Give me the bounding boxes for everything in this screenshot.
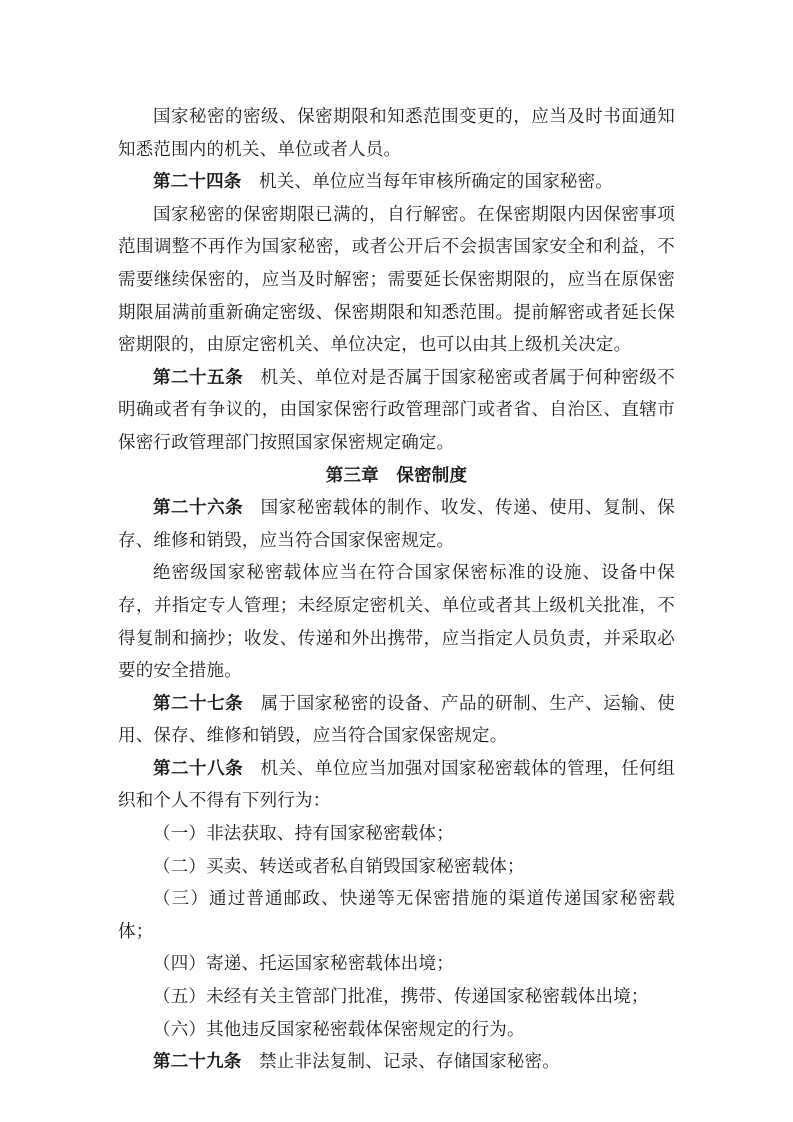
paragraph-text: 属于国家秘密的设备、产品的研制、生产、运输、使用、保存、维修和销毁，应当符合国家保密规定。: [118, 693, 675, 747]
article-number: 第二十九条: [153, 1052, 242, 1073]
list-item-text: （五）未经有关主管部门批准，携带、传递国家秘密载体出境；: [153, 987, 649, 1008]
chapter-number: 第三章: [325, 465, 379, 486]
paragraph-text: 国家秘密的密级、保密期限和知悉范围变更的，应当及时书面通知知悉范围内的机关、单位或者人员。: [118, 107, 675, 160]
paragraph: [118, 199, 675, 362]
list-item: [118, 851, 675, 884]
list-item-text: （六）其他违反国家秘密载体保密规定的行为。: [153, 1019, 525, 1040]
list-item: [118, 981, 675, 1014]
article-paragraph: [118, 1046, 675, 1079]
list-item: [118, 1014, 675, 1047]
article-number: 第二十六条: [153, 498, 244, 519]
paragraph: [118, 557, 675, 687]
article-paragraph: [118, 166, 675, 199]
article-number: 第二十七条: [153, 693, 244, 714]
list-item-text: （三）通过普通邮政、快递等无保密措施的渠道传递国家秘密载体；: [118, 889, 675, 942]
chapter-title: 保密制度: [396, 465, 468, 486]
article-number: 第二十五条: [153, 367, 244, 388]
chapter-heading: [118, 460, 675, 493]
paragraph: [118, 101, 675, 166]
list-item-text: （二）买卖、转送或者私自销毁国家秘密载体；: [153, 856, 525, 877]
article-paragraph: [118, 688, 675, 753]
paragraph-text: 机关、单位对是否属于国家秘密或者属于何种密级不明确或者有争议的，由国家保密行政管理部门或者省、自治区、直辖市保密行政管理部门按照国家保密规定确定。: [118, 367, 675, 453]
paragraph-text: 国家秘密载体的制作、收发、传递、使用、复制、保存、维修和销毁，应当符合国家保密规定。: [118, 498, 675, 551]
article-paragraph: [118, 492, 675, 557]
paragraph-text: 禁止非法复制、记录、存储国家秘密。: [259, 1052, 560, 1073]
list-item-text: （四）寄递、托运国家秘密载体出境；: [153, 954, 454, 975]
paragraph-text: 国家秘密的保密期限已满的，自行解密。在保密期限内因保密事项范围调整不再作为国家秘密，或者公开后不会损害国家安全和利益，不需要继续保密的，应当及时解密；需要延长保密期限的，应当在原保密期限届满前重新确定密级、保密期限和知悉范围。提前解密或者延长保密期限的，由原定密机关、单位决定，也可以由其上级机关决定。: [118, 204, 675, 356]
paragraph-text: 机关、单位应当每年审核所确定的国家秘密。: [259, 172, 613, 193]
article-number: 第二十四条: [153, 172, 242, 193]
article-paragraph: [118, 362, 675, 460]
paragraph-text: 绝密级国家秘密载体应当在符合国家保密标准的设施、设备中保存，并指定专人管理；未经原定密机关、单位或者其上级机关批准，不得复制和摘抄；收发、传递和外出携带，应当指定人员负责，并采取必要的安全措施。: [118, 563, 675, 682]
paragraph-text: 机关、单位应当加强对国家秘密载体的管理，任何组织和个人不得有下列行为：: [118, 758, 675, 812]
list-item: [118, 883, 675, 948]
article-paragraph: [118, 753, 675, 818]
list-item-text: （一）非法获取、持有国家秘密载体；: [153, 824, 454, 845]
list-item: [118, 818, 675, 851]
list-item: [118, 948, 675, 981]
article-number: 第二十八条: [153, 758, 244, 779]
